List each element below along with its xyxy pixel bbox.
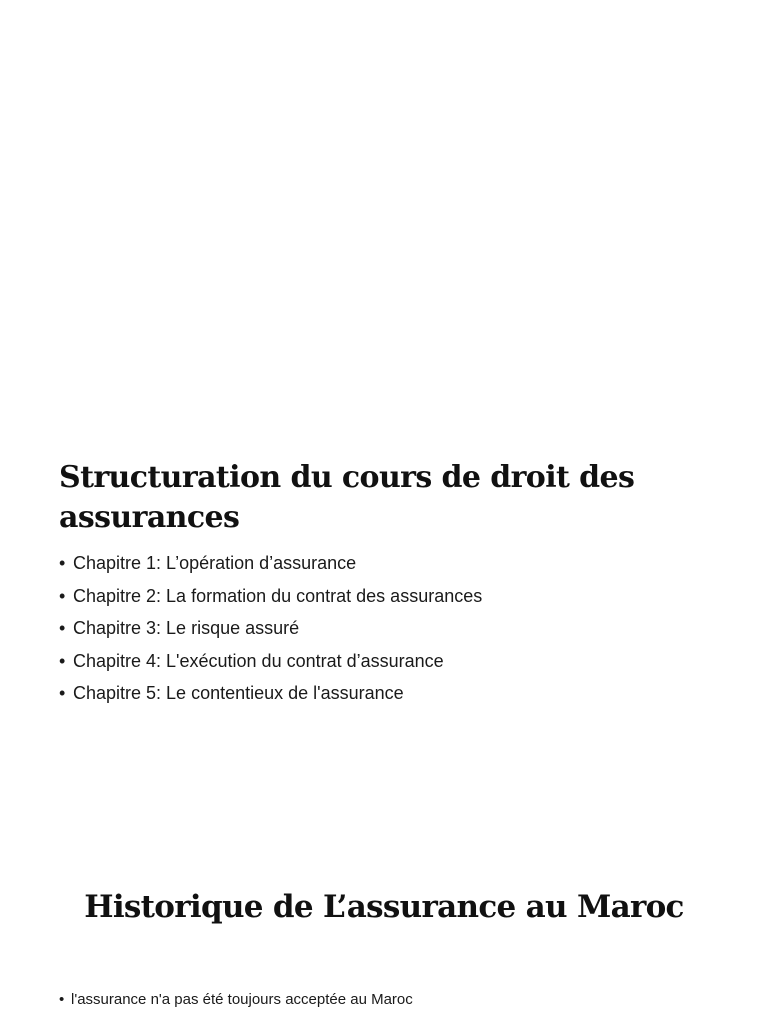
chapter-item-1: • Chapitre 1: L’opération d’assurance	[59, 547, 482, 580]
chapter-item-4: • Chapitre 4: L'exécution du contrat d’assurance	[59, 645, 482, 678]
chapter-item-5: • Chapitre 5: Le contentieux de l'assurance	[59, 677, 482, 710]
section-title: Historique de L’assurance au Maroc	[84, 889, 684, 925]
slide-title: Structuration du cours de droit des assurances	[59, 460, 635, 535]
chapter-list	[59, 547, 482, 710]
history-list	[59, 988, 413, 1012]
chapter-item-3: • Chapitre 3: Le risque assuré	[59, 612, 482, 645]
chapter-item-2: • Chapitre 2: La formation du contrat des assurances	[59, 580, 482, 613]
history-item-1: • l'assurance n'a pas été toujours acceptée au Maroc	[59, 988, 413, 1012]
